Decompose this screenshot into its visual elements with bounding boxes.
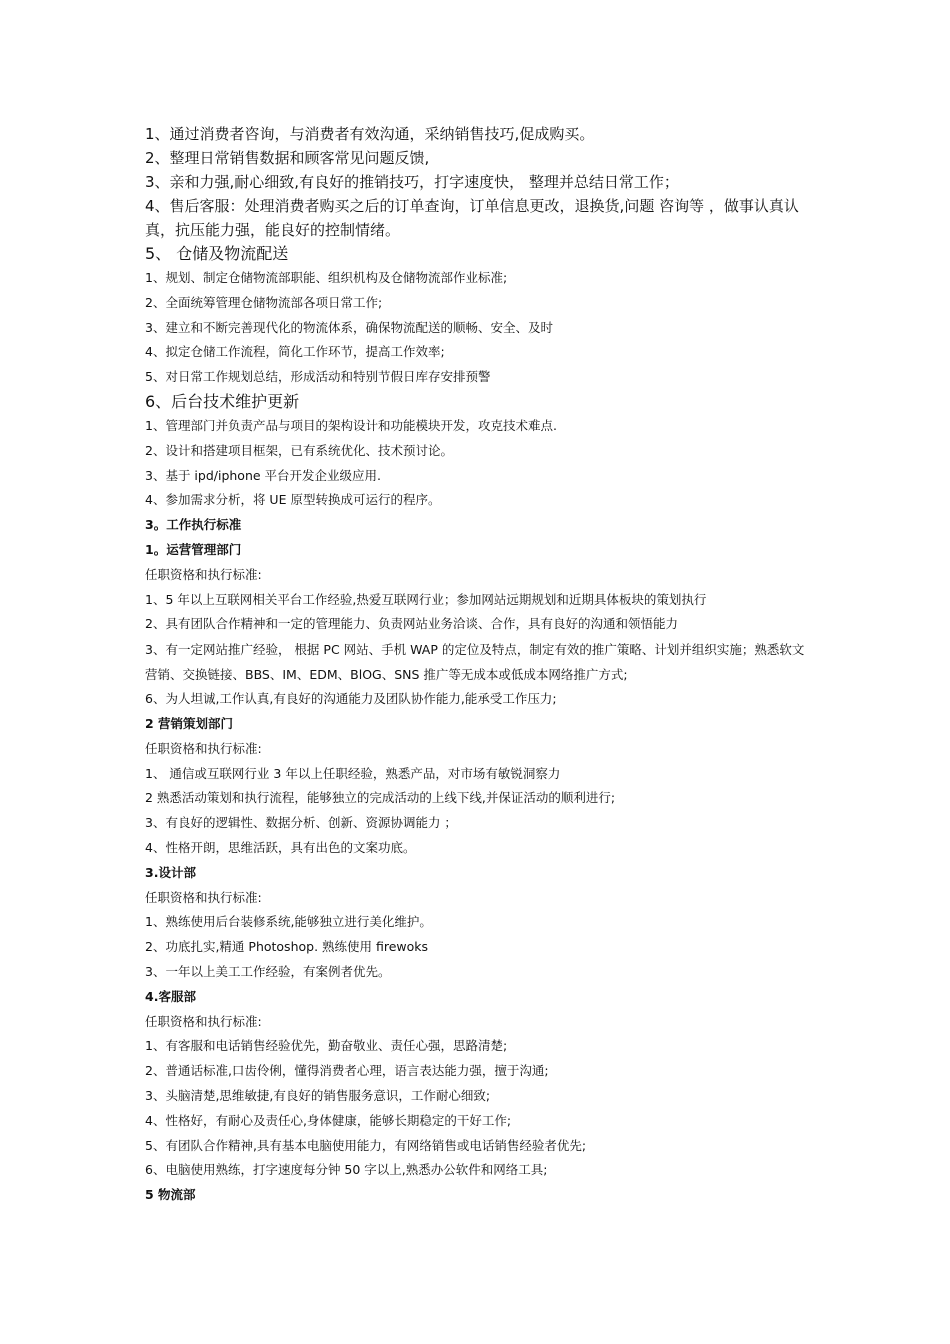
section-heading: 3。工作执行标准 xyxy=(145,517,242,533)
subsection-heading: 3.设计部 xyxy=(145,864,196,880)
paragraph: 2、全面统筹管理仓储物流部各项日常工作; xyxy=(145,294,383,310)
document-page xyxy=(145,122,810,1208)
paragraph: 5、对日常工作规划总结，形成活动和特别节假日库存安排预警 xyxy=(145,369,491,385)
paragraph: 任职资格和执行标准: xyxy=(145,889,262,905)
paragraph: 3、有一定网站推广经验， 根据 PC 网站、手机 WAP 的定位及特点，制定有效的推广策略、计划并组织实施；熟悉软文营销、交换链接、BBS、IM、EDM、BlOG、SNS 推广等无成本或低成本网络推广方式; xyxy=(145,642,805,683)
subsection-heading: 5 物流部 xyxy=(145,1187,196,1203)
paragraph: 1、规划、制定仓储物流部职能、组织机构及仓储物流部作业标准; xyxy=(145,270,508,285)
paragraph: 1、有客服和电话销售经验优先，勤奋敬业、责任心强，思路清楚; xyxy=(145,1038,508,1054)
paragraph: 1、管理部门并负责产品与项目的架构设计和功能模块开发，攻克技术难点. xyxy=(145,417,557,433)
paragraph: 2、功底扎实,精通 Photoshop. 熟练使用 firewoks xyxy=(145,939,429,955)
paragraph: 4、拟定仓储工作流程，简化工作环节，提高工作效率; xyxy=(145,344,445,360)
paragraph: 2、具有团队合作精神和一定的管理能力、负责网站业务洽谈、合作，具有良好的沟通和领悟能力 xyxy=(145,616,678,632)
subsection-heading: 4.客服部 xyxy=(145,988,196,1004)
subsection-heading: 2 营销策划部门 xyxy=(145,715,234,731)
paragraph: 3、建立和不断完善现代化的物流体系，确保物流配送的顺畅、安全、及时 xyxy=(145,319,553,335)
paragraph: 1、通过消费者咨询，与消费者有效沟通，采纳销售技巧,促成购买。 xyxy=(145,125,595,143)
section-heading: 6、后台技术维护更新 xyxy=(145,391,300,411)
paragraph: 3、亲和力强,耐心细致,有良好的推销技巧，打字速度快， 整理并总结日常工作； xyxy=(145,173,679,191)
paragraph: 任职资格和执行标准: xyxy=(145,1013,262,1029)
paragraph: 6、为人坦诚,工作认真,有良好的沟通能力及团队协作能力,能承受工作压力; xyxy=(145,691,557,707)
paragraph: 4、性格开朗，思维活跃，具有出色的文案功底。 xyxy=(145,839,416,855)
paragraph: 任职资格和执行标准: xyxy=(145,566,262,582)
paragraph: 6、电脑使用熟练，打字速度每分钟 50 字以上,熟悉办公软件和网络工具; xyxy=(145,1162,548,1178)
paragraph: 2 熟悉活动策划和执行流程，能够独立的完成活动的上线下线,并保证活动的顺利进行; xyxy=(145,790,616,806)
paragraph: 3、基于 ipd/iphone 平台开发企业级应用. xyxy=(145,467,382,483)
paragraph: 1、 通信或互联网行业 3 年以上任职经验，熟悉产品，对市场有敏锐洞察力 xyxy=(145,765,561,781)
section-heading: 5、 仓储及物流配送 xyxy=(145,244,289,263)
paragraph: 2、普通话标准,口齿伶俐，懂得消费者心理，语言表达能力强，擅于沟通; xyxy=(145,1063,549,1079)
paragraph: 2、整理日常销售数据和顾客常见问题反馈, xyxy=(145,149,430,167)
paragraph: 3、一年以上美工工作经验，有案例者优先。 xyxy=(145,963,391,979)
paragraph: 5、有团队合作精神,具有基本电脑使用能力，有网络销售或电话销售经验者优先; xyxy=(145,1137,587,1153)
subsection-heading: 1。运营管理部门 xyxy=(145,541,242,557)
paragraph: 任职资格和执行标准: xyxy=(145,740,262,756)
paragraph: 3、有良好的逻辑性、数据分析、创新、资源协调能力 ； xyxy=(145,815,457,831)
paragraph: 4、售后客服：处理消费者购买之后的订单查询，订单信息更改，退换货,问题 咨询等 ，做事认真认真，抗压能力强，能良好的控制情绪。 xyxy=(145,197,799,239)
paragraph: 3、头脑清楚,思维敏捷,有良好的销售服务意识，工作耐心细致; xyxy=(145,1087,491,1103)
paragraph: 1、5 年以上互联网相关平台工作经验,热爱互联网行业；参加网站远期规划和近期具体板块的策划执行 xyxy=(145,591,707,607)
paragraph: 4、性格好，有耐心及责任心,身体健康，能够长期稳定的干好工作; xyxy=(145,1112,512,1128)
paragraph: 1、熟练使用后台装修系统,能够独立进行美化维护。 xyxy=(145,914,432,930)
paragraph: 2、设计和搭建项目框架，已有系统优化、技术预讨论。 xyxy=(145,442,453,458)
paragraph: 4、参加需求分析，将 UE 原型转换成可运行的程序。 xyxy=(145,492,441,508)
